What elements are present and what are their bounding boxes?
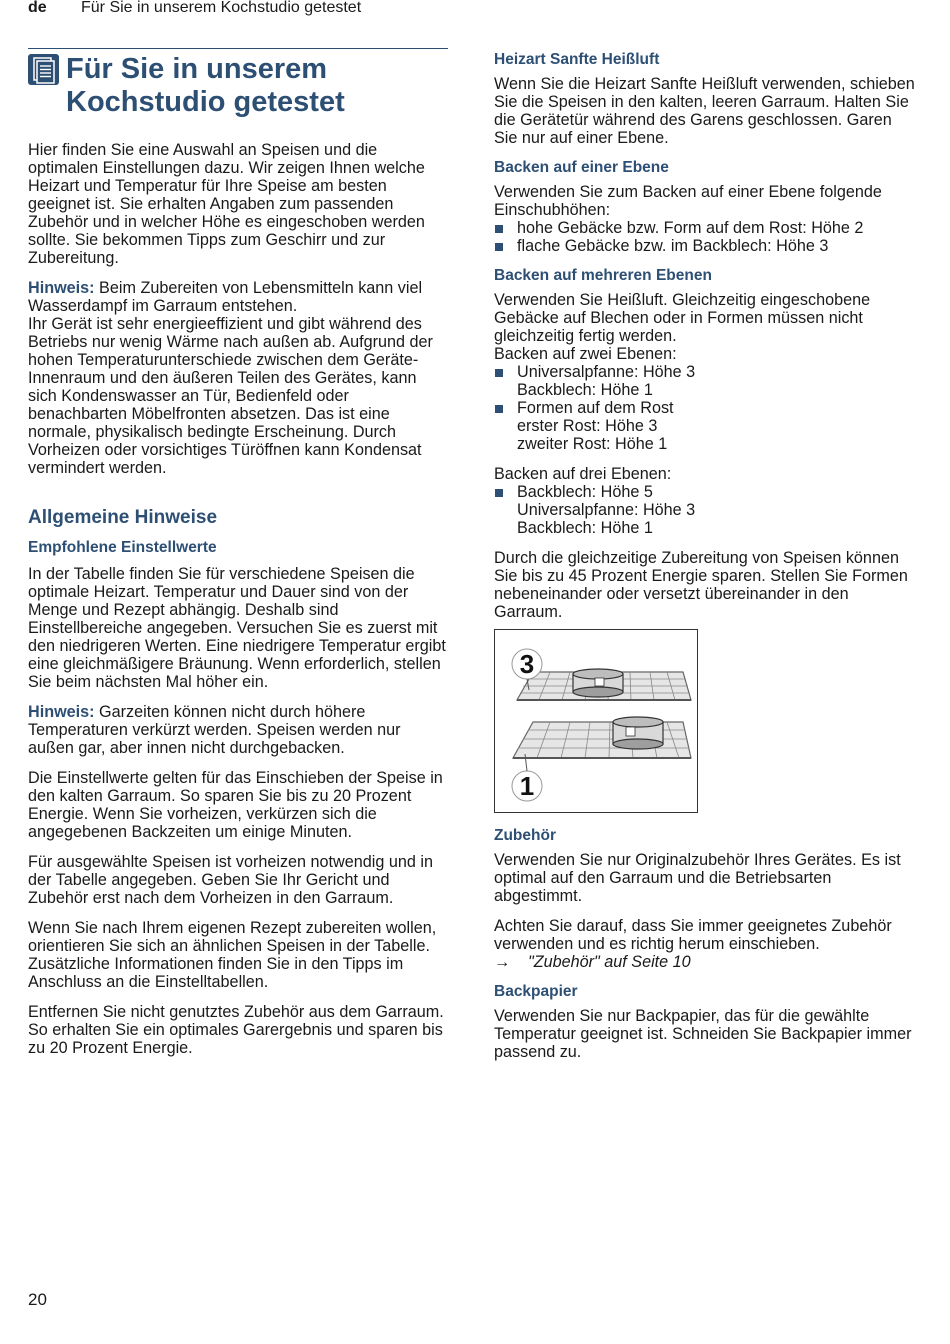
list-line: Backblech: Höhe 1 [517, 381, 653, 399]
right-column [494, 49, 918, 1073]
left-column [28, 48, 448, 1069]
list-line: Universalpfanne: Höhe 3 [517, 501, 696, 519]
chapter-title-line2: Kochstudio getestet [66, 86, 345, 118]
energy-efficiency-paragraph: Ihr Gerät ist sehr energieeffizient und gibt während des Betriebs nur wenig Wärme nach außen ab. Aufgrund der hohen Temperaturunterschiede zwischen dem Geräte-Innenraum und den äußeren Teilen des Gerätes, kann sich Kondenswasser an Tür, Bedienfeld oder benachbarten Möbelfronten absetzen. Das ist eine normale, physikalisch bedingte Erscheinung. Durch Vorheizen oder vorsichtiges Türöffnen kann Kondensat vermindert werden. [28, 315, 433, 477]
rack-illustration-graphic [495, 630, 697, 812]
list-item [494, 399, 918, 453]
drei-ebenen-label: Backen auf drei Ebenen: [494, 465, 672, 483]
heading-backen-mehreren-ebenen: Backen auf mehreren Ebenen [494, 267, 712, 284]
heading-backpapier: Backpapier [494, 983, 578, 1000]
zwei-ebenen-label: Backen auf zwei Ebenen: [494, 345, 677, 363]
list-line: Universalpfanne: Höhe 3 [517, 363, 696, 381]
chapter-title [66, 53, 448, 119]
chapter-title-line1: Für Sie in unserem [66, 53, 328, 85]
list-item: hohe Gebäcke bzw. Form auf dem Rost: Höhe 2 [494, 219, 918, 237]
note-label: Hinweis: [28, 703, 95, 721]
cross-reference-text[interactable]: "Zubehör" auf Seite 10 [528, 953, 691, 971]
note-text: Garzeiten können nicht durch höhere Temperaturen verkürzt werden. Speisen werden nur außen gar, aber innen nicht durchgebacken. [28, 703, 401, 757]
heading-backen-einer-ebene: Backen auf einer Ebene [494, 159, 669, 176]
language-code: de [28, 0, 47, 16]
rack-illustration [494, 629, 698, 813]
list-item: flache Gebäcke bzw. im Backblech: Höhe 3 [494, 237, 918, 255]
mehrere-ebenen-paragraph: Verwenden Sie Heißluft. Gleichzeitig eingeschobene Gebäcke auf Blechen oder in Formen müssen nicht gleichzeitig fertig werden. [494, 291, 871, 345]
heading-sanfte-heissluft: Heizart Sanfte Heißluft [494, 51, 660, 68]
rack-level-label-bottom: 1 [519, 771, 535, 801]
sanfte-heissluft-paragraph: Wenn Sie die Heizart Sanfte Heißluft verwenden, schieben Sie die Speisen in den kalten, leeren Garraum. Halten Sie die Gerätetür während des Garens geschlossen. Garen Sie nur auf einer Ebene. [494, 75, 915, 147]
settings-paragraph: In der Tabelle finden Sie für verschiedene Speisen die optimale Heizart. Temperatur und Dauer sind von der Menge und Rezept abhängig. Deshalb sind Einstellbereiche angegeben. Versuchen Sie es zuerst mit den niedrigeren Werten. Eine niedrigere Temperatur ergibt eine gleichmäßigere Bräunung. Wenn erforderlich, stellen Sie beim nächsten Mal höher ein. [28, 565, 446, 691]
zubehoer-paragraph-1: Verwenden Sie nur Originalzubehör Ihres Gerätes. Es ist optimal auf den Garraum und die Betriebsarten abgestimmt. [494, 851, 901, 905]
list-line: zweiter Rost: Höhe 1 [517, 435, 668, 453]
list-line: Backblech: Höhe 1 [517, 519, 653, 537]
note-text: Beim Zubereiten von Lebensmitteln kann viel Wasserdampf im Garraum entstehen. [28, 279, 423, 315]
section-title: Allgemeine Hinweise [28, 507, 218, 528]
preheat-paragraph: Für ausgewählte Speisen ist vorheizen notwendig und in der Tabelle angegeben. Geben Sie Ihr Gericht und Zubehör erst nach dem Vorheizen in den Garraum. [28, 853, 433, 907]
list-item [494, 483, 918, 537]
remove-accessories-paragraph: Entfernen Sie nicht genutztes Zubehör aus dem Garraum. So erhalten Sie ein optimales Garergebnis und sparen bis zu 20 Prozent Energie. [28, 1003, 444, 1057]
cross-reference-link[interactable] [494, 953, 918, 971]
list-line: Formen auf dem Rost [517, 399, 674, 417]
list-line: Backblech: Höhe 5 [517, 483, 653, 501]
own-recipe-paragraph: Wenn Sie nach Ihrem eigenen Rezept zubereiten wollen, orientieren Sie sich an ähnlichen Speisen in der Tabelle. Zusätzliche Informationen finden Sie in den Tipps im Anschluss an die Einstelltabellen. [28, 919, 437, 991]
einer-ebene-paragraph: Verwenden Sie zum Backen auf einer Ebene folgende Einschubhöhen: [494, 183, 882, 219]
document-icon [28, 54, 59, 85]
list-item [494, 363, 918, 399]
heading-zubehoer: Zubehör [494, 827, 556, 844]
note-cooking-times [28, 703, 448, 757]
chapter-heading [28, 48, 448, 119]
backpapier-paragraph: Verwenden Sie nur Backpapier, das für die gewählte Temperatur geeignet ist. Schneiden Sie Backpapier immer passend zu. [494, 1007, 912, 1061]
cold-oven-paragraph: Die Einstellwerte gelten für das Einschieben der Speise in den kalten Garraum. So sparen Sie bis zu 20 Prozent Energie. Wenn Sie vorheizen, verkürzen sich die angegebenen Backzeiten um einige Minuten. [28, 769, 443, 841]
intro-paragraph: Hier finden Sie eine Auswahl an Speisen und die optimalen Einstellungen dazu. Wir zeigen Ihnen welche Heizart und Temperatur für Ihre Speise am besten geeignet ist. Sie erhalten Angaben zum passenden Zubehör und in welcher Höhe es eingeschoben werden sollte. Sie bekommen Tipps zum Geschirr und zur Zubereitung. [28, 141, 425, 267]
einer-ebene-list [494, 219, 918, 255]
zubehoer-paragraph-2: Achten Sie darauf, dass Sie immer geeignetes Zubehör verwenden und es richtig herum einschieben. [494, 917, 892, 953]
lower-rack [513, 717, 691, 758]
drei-ebenen-list [494, 483, 918, 537]
note-condensation [28, 279, 448, 315]
note-label: Hinweis: [28, 279, 95, 297]
rack-level-label-top: 3 [519, 649, 535, 679]
page-number: 20 [28, 1290, 47, 1309]
subsection-title: Empfohlene Einstellwerte [28, 539, 217, 556]
list-line: erster Rost: Höhe 3 [517, 417, 658, 435]
energy-saving-paragraph: Durch die gleichzeitige Zubereitung von Speisen können Sie bis zu 45 Prozent Energie sparen. Stellen Sie Formen nebeneinander oder versetzt übereinander in den Garraum. [494, 549, 908, 621]
upper-rack [517, 669, 691, 700]
arrow-right-icon: → [494, 953, 511, 971]
running-title: Für Sie in unserem Kochstudio getestet [81, 0, 362, 16]
zwei-ebenen-list [494, 363, 918, 453]
